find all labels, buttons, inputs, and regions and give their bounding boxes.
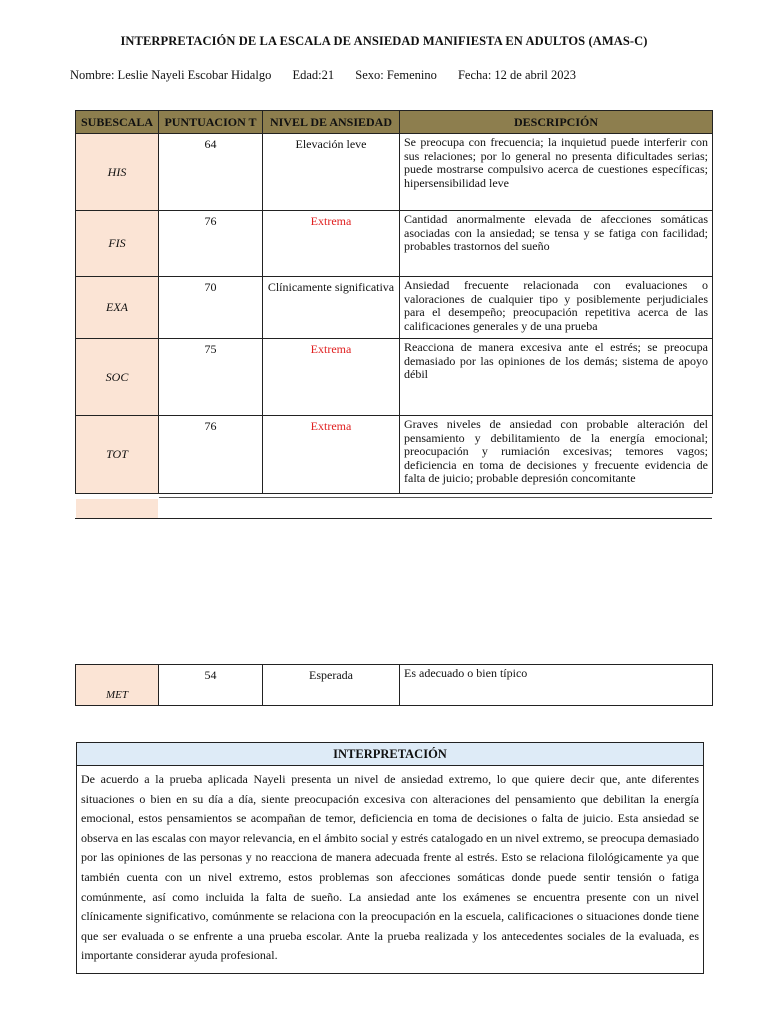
description-cell: Ansiedad frecuente relacionada con evaluaciones o valoraciones de cualquier tipo y posiblemente perjudiciales para el desempeño; preocupación repetitiva acerca de las calificaciones generales y de una prueba [400, 277, 713, 339]
score-cell: 54 [159, 665, 263, 706]
table-bottom-border [75, 518, 712, 519]
subscale-cell: FIS [76, 211, 159, 277]
header-level: NIVEL DE ANSIEDAD [263, 111, 400, 134]
level-cell: Extrema [263, 211, 400, 277]
subscale-cell: SOC [76, 339, 159, 416]
table-row [76, 134, 713, 211]
patient-age: Edad:21 [292, 68, 335, 82]
description-cell: Reacciona de manera excesiva ante el estrés; se preocupa demasiado por las opiniones de los demás; sistema de apoyo débil [400, 339, 713, 416]
score-cell: 75 [159, 339, 263, 416]
level-cell: Esperada [263, 665, 400, 706]
level-cell: Extrema [263, 416, 400, 494]
subscale-cell: MET [76, 665, 159, 706]
table-header-row [76, 111, 713, 134]
description-cell: Es adecuado o bien típico [400, 665, 713, 706]
header-description: DESCRIPCIÓN [400, 111, 713, 134]
score-cell: 76 [159, 416, 263, 494]
header-score: PUNTUACION T [159, 111, 263, 134]
score-cell: 70 [159, 277, 263, 339]
patient-name: Nombre: Leslie Nayeli Escobar Hidalgo [70, 68, 272, 82]
score-cell: 64 [159, 134, 263, 211]
description-cell: Graves niveles de ansiedad con probable alteración del pensamiento y debilitamiento de la energía emocional; preocupación y rumiación excesivas; temores vagos; deficiencia en toma de decisiones y frecuente evidencia de falta de juicio; probable depresión concomitante [400, 416, 713, 494]
subscale-cell: EXA [76, 277, 159, 339]
interpretation-heading: INTERPRETACIÓN [77, 743, 703, 766]
table-row [76, 339, 713, 416]
table-continuation-divider [159, 497, 712, 498]
table-row [76, 211, 713, 277]
patient-info [70, 68, 594, 83]
description-cell: Cantidad anormalmente elevada de afecciones somáticas asociadas con la ansiedad; se tensa y se fatiga con facilidad; probables trastornos del sueño [400, 211, 713, 277]
subscale-cell: TOT [76, 416, 159, 494]
table-row [76, 416, 713, 494]
patient-sex: Sexo: Femenino [355, 68, 437, 82]
description-cell: Se preocupa con frecuencia; la inquietud puede interferir con sus relaciones; por lo general no presenta dificultades serias; puede mostrarse compulsivo acerca de cuestiones específicas; hipersensibilidad leve [400, 134, 713, 211]
table-row [76, 665, 713, 706]
level-cell: Clínicamente significativa [263, 277, 400, 339]
table-row [76, 277, 713, 339]
subscale-cell: HIS [76, 134, 159, 211]
interpretation-box [76, 742, 704, 974]
interpretation-text: De acuerdo a la prueba aplicada Nayeli presenta un nivel de ansiedad extremo, lo que quiere decir que, ante diferentes situaciones o bien en su día a día, siente preocupación excesiva con alteraciones del pensamiento que debilitan la energía emocional, estos pensamientos se acompañan de temor, deficiencia en toma de decisiones o falta de juicio. Esta ansiedad se observa en las escalas con mayor relevancia, en el ámbito social y estrés catalogado en un nivel extremo, se preocupa demasiado por las opiniones de las personas y no reacciona de manera adecuada frente al estrés. Esto se relaciona filológicamente ya que también cuenta con un nivel extremo, estos problemas son afecciones somáticas donde puede sentir tensión o fatiga comúnmente, así como incluida la falta de sueño. La ansiedad ante los exámenes se encuentra presente con un nivel clínicamente significativo, comúnmente se relaciona con la preocupación en la escuela, calificaciones o situaciones donde tiene que ser evaluada o se enfrente a una prueba escolar. Ante la prueba realizada y los antecedentes sociales de la evaluada, es importante considerar ayuda profesional. [81, 772, 699, 963]
met-table [75, 664, 713, 706]
score-cell: 76 [159, 211, 263, 277]
document-title: INTERPRETACIÓN DE LA ESCALA DE ANSIEDAD MANIFIESTA EN ADULTOS (AMAS-C) [120, 34, 648, 48]
evaluation-date: Fecha: 12 de abril 2023 [457, 68, 576, 82]
header-subscale: SUBESCALA [76, 111, 159, 134]
level-cell: Extrema [263, 339, 400, 416]
scores-table [75, 110, 713, 494]
table-continuation-fill [76, 499, 158, 518]
level-cell: Elevación leve [263, 134, 400, 211]
